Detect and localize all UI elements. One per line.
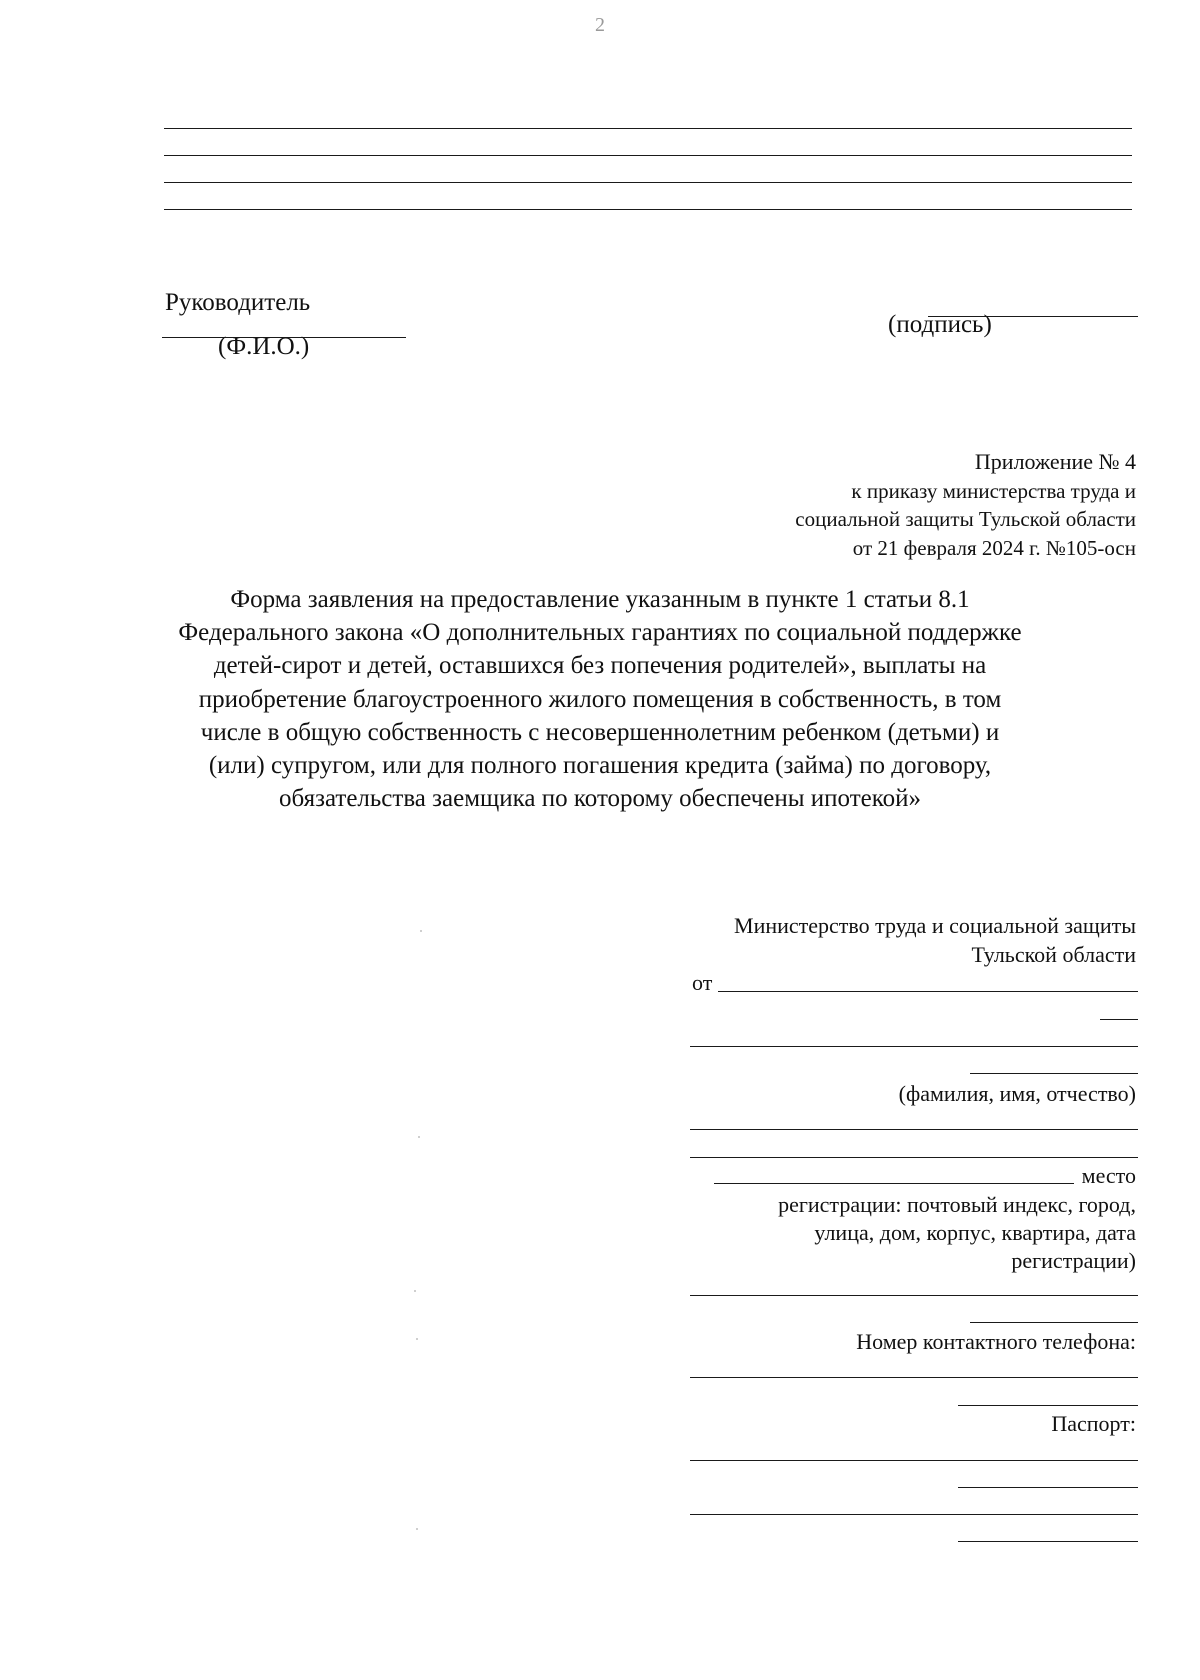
address-line-4[interactable]	[690, 1295, 1138, 1296]
page-number: 2	[595, 14, 605, 36]
blank-line-top-2	[164, 155, 1132, 156]
address-line-3[interactable]	[714, 1183, 1074, 1184]
appendix-number: Приложение № 4	[974, 449, 1136, 474]
form-title-line: приобретение благоустроенного жилого помещения в собственность, в том	[198, 685, 1002, 713]
phone-line-2[interactable]	[958, 1405, 1138, 1406]
address-lead-label: место	[1081, 1163, 1136, 1188]
signature-caption: (подпись)	[888, 311, 992, 338]
address-caption-2: улица, дом, корпус, квартира, дата	[814, 1220, 1136, 1245]
form-title-line: обязательства заемщика по которому обеспечены ипотекой»	[278, 785, 922, 813]
passport-line-2[interactable]	[958, 1487, 1138, 1488]
from-name-line[interactable]	[718, 991, 1138, 992]
address-line-2[interactable]	[690, 1157, 1138, 1158]
address-caption-1: регистрации: почтовый индекс, город,	[778, 1192, 1136, 1217]
name-line-2[interactable]	[690, 1046, 1138, 1047]
fio-caption: (Ф.И.О.)	[218, 333, 310, 360]
appendix-date: от 21 февраля 2024 г. №105-осн	[852, 535, 1136, 560]
blank-line-top-1	[164, 128, 1132, 129]
scan-speck	[416, 1338, 418, 1340]
form-title-line: числе в общую собственность с несовершеннолетним ребенком (детьми) и	[200, 718, 1000, 746]
name-line-short[interactable]	[1100, 1019, 1138, 1020]
appendix-reference	[536, 448, 1136, 562]
addressee-region: Тульской области	[971, 942, 1136, 967]
blank-line-top-3	[164, 182, 1132, 183]
scan-speck	[420, 930, 422, 932]
passport-line-4[interactable]	[958, 1541, 1138, 1542]
name-line-3[interactable]	[970, 1073, 1138, 1074]
passport-label: Паспорт:	[1051, 1411, 1136, 1436]
name-caption: (фамилия, имя, отчество)	[898, 1081, 1136, 1106]
scan-speck	[414, 1290, 416, 1292]
addressee-ministry: Министерство труда и социальной защиты	[734, 913, 1136, 938]
form-title	[60, 583, 1140, 815]
form-title-line: детей-сирот и детей, оставшихся без попечения родителей», выплаты на	[213, 652, 987, 680]
address-caption-3: регистрации)	[1011, 1248, 1136, 1273]
scan-speck	[416, 1528, 418, 1530]
passport-line-3[interactable]	[690, 1514, 1138, 1515]
address-line-1[interactable]	[690, 1129, 1138, 1130]
appendix-ministry: социальной защиты Тульской области	[795, 507, 1136, 532]
phone-line-1[interactable]	[690, 1377, 1138, 1378]
form-title-line: (или) супругом, или для полного погашения кредита (займа) по договору,	[208, 752, 992, 780]
form-title-line: Форма заявления на предоставление указанным в пункте 1 статьи 8.1	[230, 586, 970, 613]
blank-line-top-4	[164, 209, 1132, 210]
passport-line-1[interactable]	[690, 1460, 1138, 1461]
from-label: от	[692, 970, 713, 995]
appendix-order-ref: к приказу министерства труда и	[851, 478, 1136, 503]
phone-label: Номер контактного телефона:	[856, 1329, 1136, 1354]
form-title-line: Федерального закона «О дополнительных гарантиях по социальной поддержке	[178, 619, 1022, 647]
scan-speck	[418, 1136, 420, 1138]
signer-position-label: Руководитель	[165, 289, 311, 316]
address-line-5[interactable]	[970, 1322, 1138, 1323]
